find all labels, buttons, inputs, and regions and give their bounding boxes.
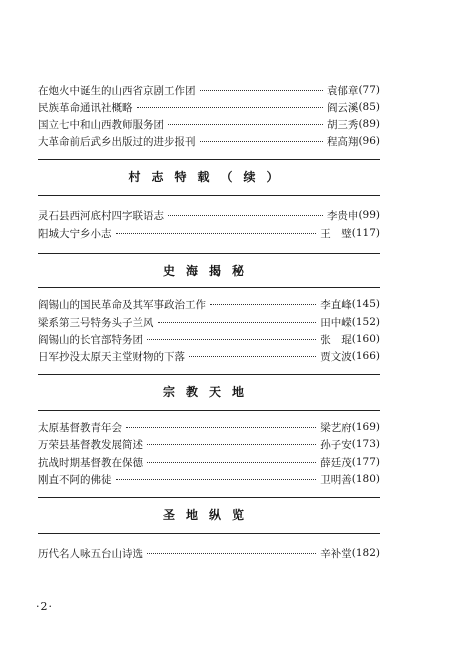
entry-page-number: (85) xyxy=(358,101,380,113)
toc-entry[interactable] xyxy=(38,133,380,149)
entry-title: 国立七中和山西教师服务团 xyxy=(38,118,164,131)
entry-author: 辛补堂 xyxy=(320,547,352,560)
entry-author: 王 璧 xyxy=(320,227,352,240)
dot-leader xyxy=(116,478,317,480)
dot-leader xyxy=(147,338,316,340)
entry-title: 大革命前后武乡出版过的进步报刊 xyxy=(38,135,196,148)
toc-entry[interactable] xyxy=(38,454,380,470)
entry-page-number: (89) xyxy=(358,118,380,130)
section-title: 史海揭秘 xyxy=(162,264,255,278)
section-title: 圣地纵览 xyxy=(162,508,255,522)
page-number: ·2· xyxy=(36,600,53,613)
entry-title: 历代名人咏五台山诗选 xyxy=(38,547,143,560)
dot-leader xyxy=(200,140,323,142)
entry-author: 卫明善 xyxy=(320,473,352,486)
entry-title: 民族革命通讯社概略 xyxy=(38,101,133,114)
toc-entry[interactable] xyxy=(38,331,380,347)
entry-author: 贾文波 xyxy=(320,350,352,363)
entry-page-number: (160) xyxy=(351,333,380,345)
section-title: 村志特载（续） xyxy=(128,170,290,184)
entry-title: 阳城大宁乡小志 xyxy=(38,227,112,240)
entry-title: 抗战时期基督教在保德 xyxy=(38,456,143,469)
dot-leader xyxy=(147,552,316,554)
toc-entry[interactable] xyxy=(38,82,380,98)
dot-leader xyxy=(210,303,316,305)
toc-entry[interactable] xyxy=(38,545,380,561)
dot-leader xyxy=(189,355,316,357)
section-rule-bottom xyxy=(38,287,380,288)
toc-entry[interactable] xyxy=(38,225,380,241)
section-rule-bottom xyxy=(38,533,380,534)
entry-title: 日军抄没太原天主堂财物的下落 xyxy=(38,350,185,363)
entry-title: 在炮火中诞生的山西省京剧工作团 xyxy=(38,84,196,97)
entry-page-number: (166) xyxy=(351,350,380,362)
entry-page-number: (177) xyxy=(351,456,380,468)
entry-page-number: (77) xyxy=(358,84,380,96)
toc-entry[interactable] xyxy=(38,296,380,312)
entry-author: 阎云溪 xyxy=(326,101,359,114)
dot-leader xyxy=(168,123,323,125)
entry-title: 阎锡山的长官部特务团 xyxy=(38,333,143,346)
entry-author: 袁郁章 xyxy=(326,84,359,97)
section-title: 宗教天地 xyxy=(162,385,255,399)
toc-entry[interactable] xyxy=(38,471,380,487)
entry-author: 李贵申 xyxy=(326,209,359,222)
toc-entry[interactable] xyxy=(38,348,380,364)
entry-title: 灵石县西河底村四字联语志 xyxy=(38,209,164,222)
dot-leader xyxy=(126,426,316,428)
entry-page-number: (99) xyxy=(358,209,380,221)
entry-author: 田中嵘 xyxy=(320,316,352,329)
entry-page-number: (180) xyxy=(351,473,380,485)
entry-author: 张 琨 xyxy=(320,333,352,346)
entry-page-number: (169) xyxy=(351,421,380,433)
dot-leader xyxy=(116,232,317,234)
entry-author: 程高翔 xyxy=(326,135,359,148)
entry-title: 万荣县基督教发展简述 xyxy=(38,438,143,451)
entry-title: 梁系第三号特务头子兰风 xyxy=(38,316,154,329)
toc-entry[interactable] xyxy=(38,314,380,330)
section-rule-bottom xyxy=(38,195,380,196)
toc-entry[interactable] xyxy=(38,207,380,223)
toc-entry[interactable] xyxy=(38,419,380,435)
section-rule-bottom xyxy=(38,410,380,411)
section-rule-top xyxy=(38,159,380,160)
entry-page-number: (96) xyxy=(358,135,380,147)
entry-title: 太原基督教青年会 xyxy=(38,421,122,434)
entry-page-number: (173) xyxy=(351,438,380,450)
entry-author: 梁艺府 xyxy=(320,421,352,434)
entry-author: 胡三秀 xyxy=(326,118,359,131)
entry-author: 孙子安 xyxy=(320,438,352,451)
dot-leader xyxy=(200,89,323,91)
dot-leader xyxy=(158,321,317,323)
entry-author: 李直峰 xyxy=(320,298,352,311)
entry-author: 薛廷茂 xyxy=(320,456,352,469)
section-rule-top xyxy=(38,253,380,254)
toc-entry[interactable] xyxy=(38,116,380,132)
dot-leader xyxy=(147,443,316,445)
dot-leader xyxy=(147,461,316,463)
dot-leader xyxy=(137,106,323,108)
section-rule-top xyxy=(38,497,380,498)
toc-entry[interactable] xyxy=(38,436,380,452)
entry-title: 刚直不阿的佛徒 xyxy=(38,473,112,486)
section-rule-top xyxy=(38,374,380,375)
entry-title: 阎锡山的国民革命及其军事政治工作 xyxy=(38,298,206,311)
toc-entry[interactable] xyxy=(38,99,380,115)
entry-page-number: (182) xyxy=(351,547,380,559)
entry-page-number: (145) xyxy=(351,298,380,310)
entry-page-number: (152) xyxy=(351,316,380,328)
entry-page-number: (117) xyxy=(351,227,380,239)
dot-leader xyxy=(168,214,323,216)
